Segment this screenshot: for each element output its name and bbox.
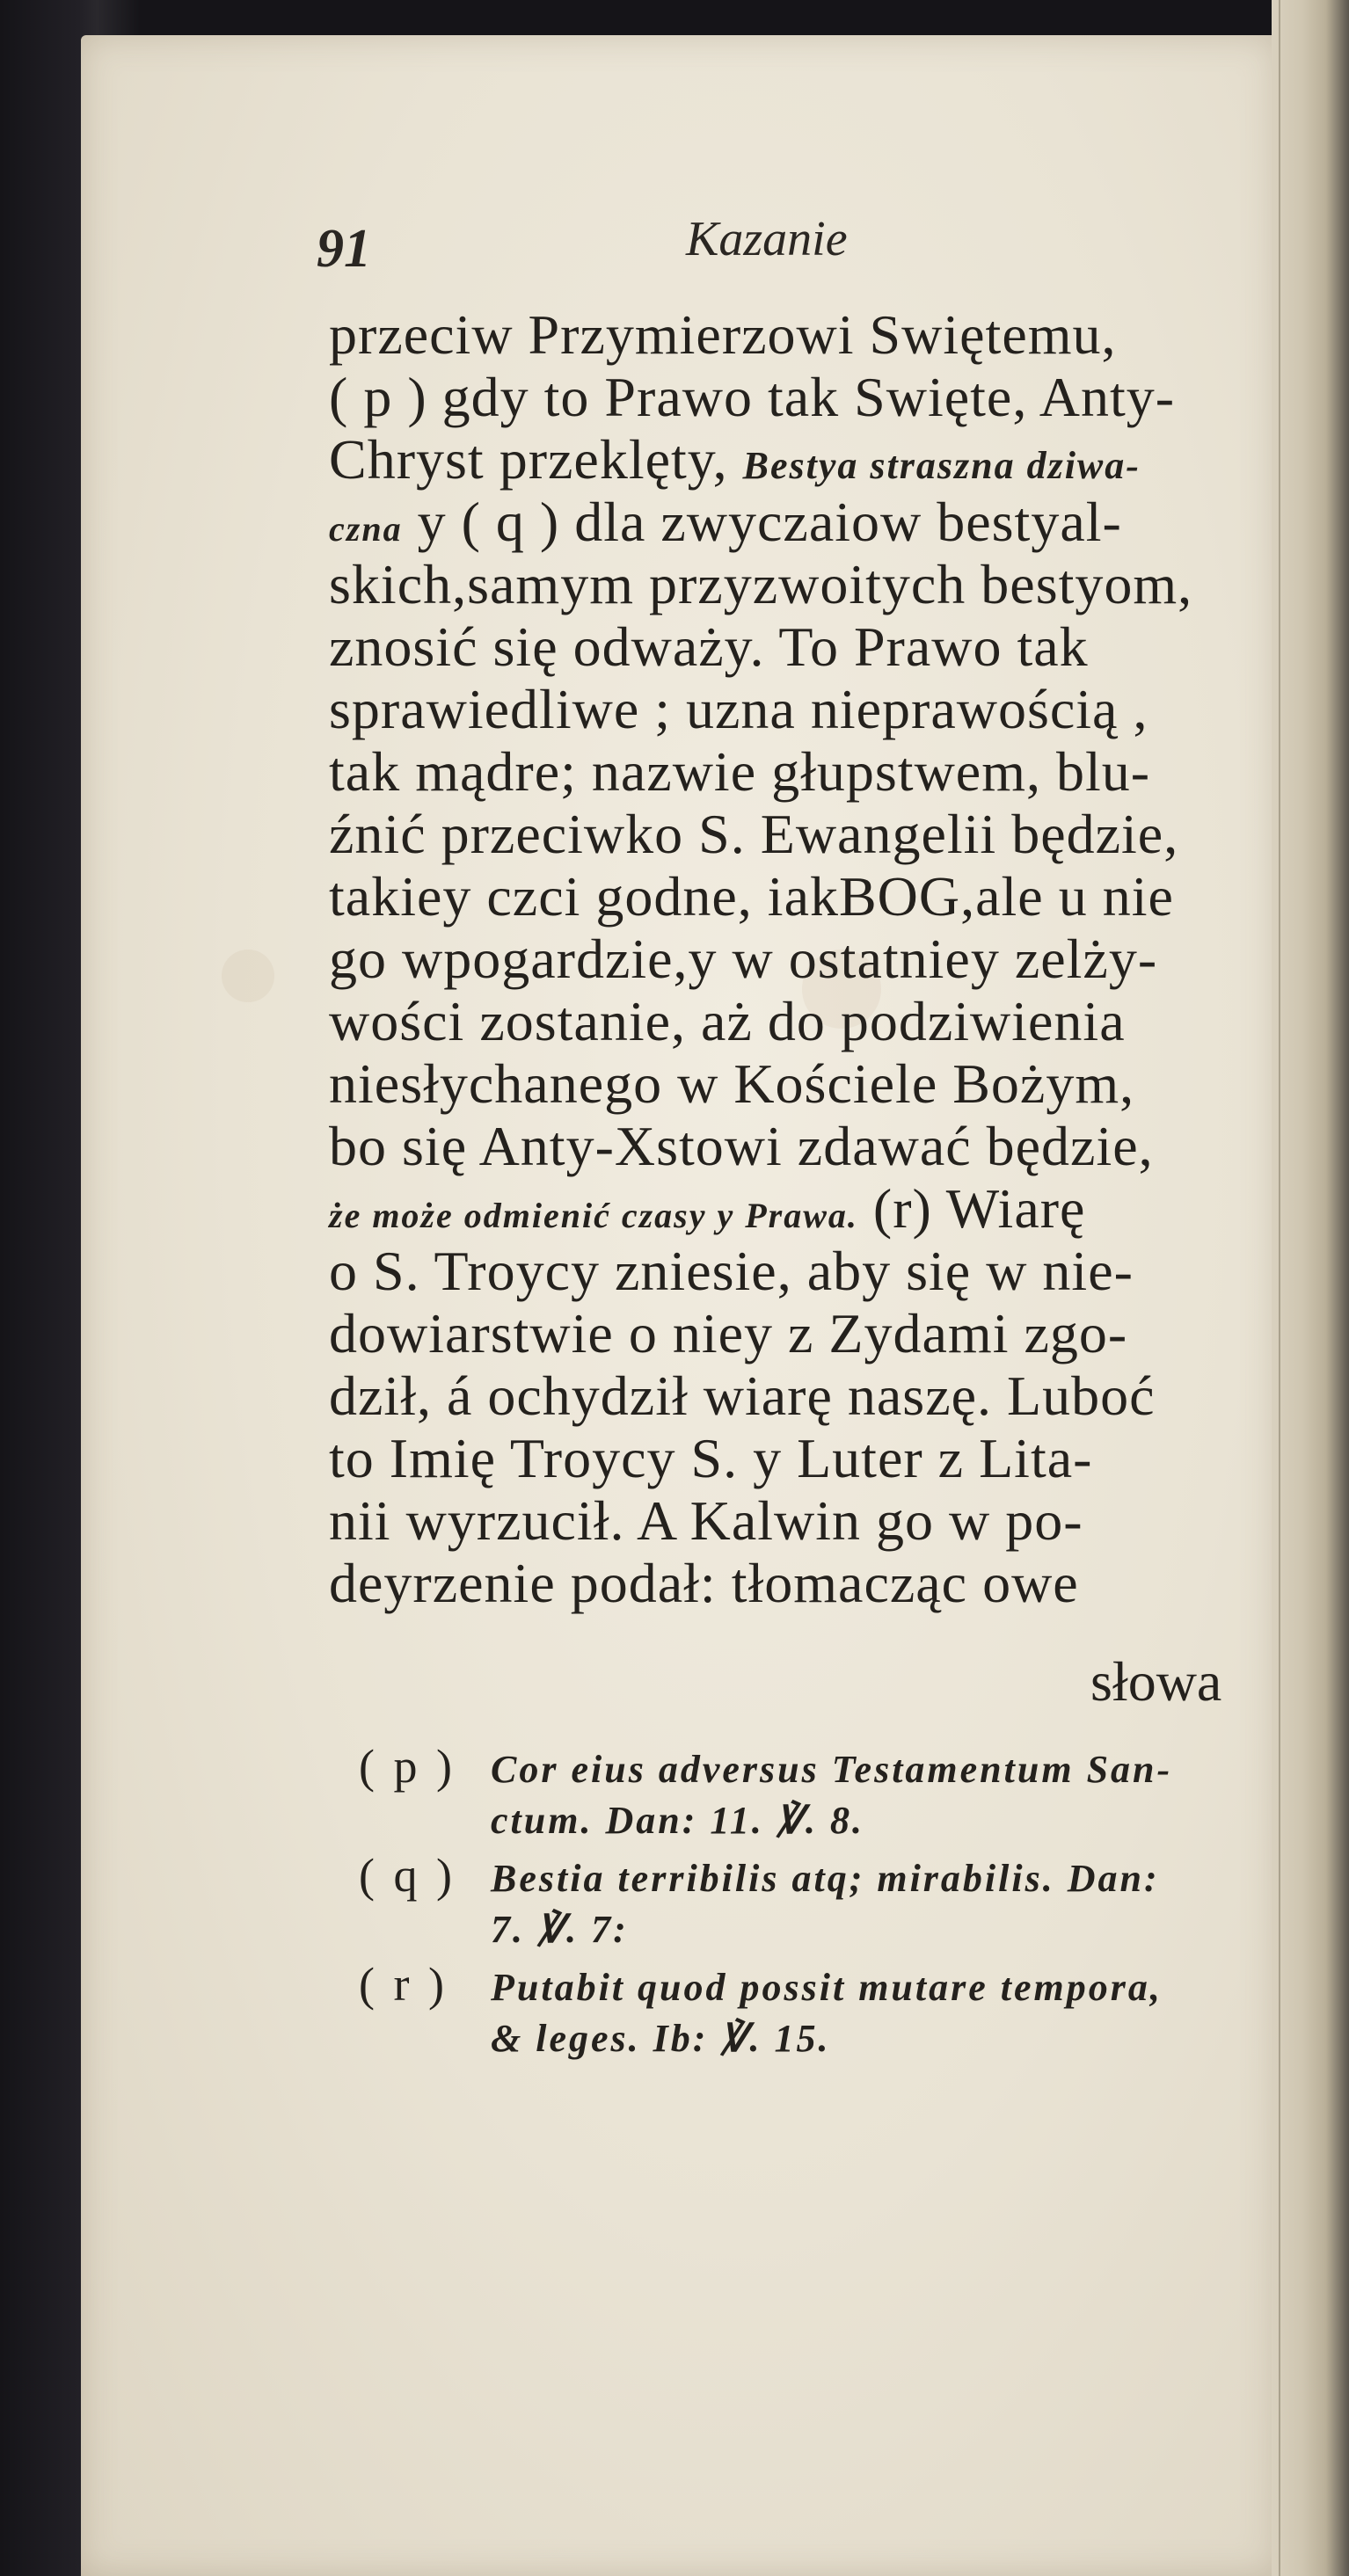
text-line	[329, 803, 1261, 865]
footnote-line	[359, 1848, 1273, 1903]
footnote-mark: ( p )	[359, 1740, 456, 1793]
footnote-continuation: ctum. Dan: 11. ℣. 8.	[491, 1799, 865, 1842]
paper-stain	[222, 950, 274, 1002]
italic-phrase: Bestya straszna dziwa-	[742, 444, 1141, 487]
line-text: deyrzenie podał: tłomacząc owe	[329, 1552, 1079, 1614]
catchword: słowa	[1090, 1650, 1222, 1713]
line-text: wości zostanie, aż do podziwienia	[329, 990, 1126, 1052]
italic-phrase: czna	[329, 509, 403, 549]
text-line	[329, 303, 1261, 366]
line-text: dził, á ochydził wiarę naszę. Luboć	[329, 1364, 1156, 1427]
line-text: takiey czci godne, iakBOG,ale u nie	[329, 865, 1174, 928]
footnote-text: Bestia terribilis atq; mirabilis. Dan:	[491, 1857, 1160, 1900]
footnote-continuation: & leges. Ib: ℣. 15.	[491, 2017, 831, 2060]
line-text: to Imię Troycy S. y Luter z Lita-	[329, 1427, 1093, 1489]
running-title: Kazanie	[686, 212, 848, 266]
text-line	[329, 1489, 1261, 1552]
text-line	[329, 615, 1261, 678]
text-line	[329, 366, 1261, 428]
text-line	[329, 928, 1261, 990]
line-text: ( p ) gdy to Prawo tak Swięte, Anty-	[329, 366, 1176, 428]
text-line	[329, 491, 1261, 553]
text-line	[329, 1427, 1261, 1489]
line-text: go wpogardzie,y w ostatniey zelży-	[329, 928, 1158, 990]
text-line	[329, 1052, 1261, 1115]
line-text: y ( q ) dla zwyczaiow bestyal-	[402, 491, 1122, 553]
footnote-continuation: 7. ℣. 7:	[491, 1908, 629, 1951]
text-line	[329, 553, 1261, 615]
footnote-text: Putabit quod possit mutare tempora,	[491, 1966, 1163, 2009]
text-line	[329, 1302, 1261, 1364]
text-line	[329, 990, 1261, 1052]
line-text: niesłychanego w Kościele Bożym,	[329, 1052, 1135, 1115]
line-text: bo się Anty-Xstowi zdawać będzie,	[329, 1115, 1154, 1177]
text-line	[329, 1240, 1261, 1302]
line-text: znosić się odważy. To Prawo tak	[329, 615, 1089, 678]
line-text: nii wyrzucił. A Kalwin go w po-	[329, 1489, 1083, 1552]
footnote-line	[359, 1739, 1273, 1794]
line-text: (r) Wiarę	[857, 1177, 1086, 1240]
footnote-mark: ( q )	[359, 1849, 456, 1902]
line-text: sprawiedliwe ; uzna nieprawością ,	[329, 678, 1148, 740]
text-line	[329, 678, 1261, 740]
next-page-edge	[1272, 0, 1349, 2576]
line-text: o S. Troycy zniesie, aby się w nie-	[329, 1240, 1134, 1302]
text-line	[329, 1177, 1261, 1240]
text-line	[329, 1115, 1261, 1177]
footnote-line	[359, 1957, 1273, 2012]
text-line	[329, 1364, 1261, 1427]
footnote-text: Cor eius adversus Testamentum San-	[491, 1748, 1173, 1791]
text-line	[329, 428, 1261, 491]
line-text: skich,samym przyzwoitych bestyom,	[329, 553, 1193, 615]
text-line	[329, 865, 1261, 928]
footnote-mark: ( r )	[359, 1958, 448, 2011]
page-number: 91	[317, 219, 371, 279]
main-text	[329, 303, 1261, 1614]
line-text: Chryst przeklęty,	[329, 428, 743, 491]
running-head	[317, 211, 932, 281]
line-text: dowiarstwie o niey z Zydami zgo-	[329, 1302, 1128, 1364]
line-text: przeciw Przymierzowi Swiętemu,	[329, 303, 1117, 366]
footnotes	[359, 1739, 1273, 2066]
line-text: tak mądre; nazwie głupstwem, blu-	[329, 740, 1151, 803]
line-text: źnić przeciwko S. Ewangelii będzie,	[329, 803, 1179, 865]
italic-phrase: że może odmienić czasy y Prawa.	[329, 1196, 858, 1235]
text-line	[329, 740, 1261, 803]
text-line	[329, 1552, 1261, 1614]
